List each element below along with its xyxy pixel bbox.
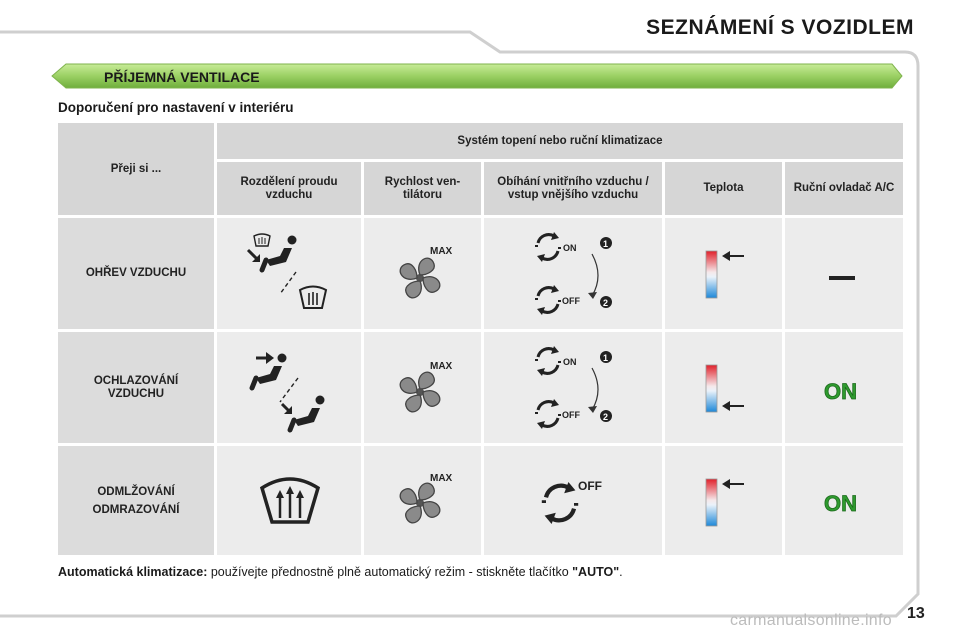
temperature-hot-icon xyxy=(706,251,744,298)
svg-text:1: 1 xyxy=(603,239,609,249)
group-header: Systém topení nebo ruční klimatizace xyxy=(217,123,903,159)
svg-text:2: 2 xyxy=(603,412,609,422)
recirculation-on-off-icon xyxy=(535,232,612,315)
ac-on-label: ON xyxy=(824,379,857,404)
fan-max-icon xyxy=(400,246,452,298)
svg-text:2: 2 xyxy=(603,298,609,308)
svg-text:MAX: MAX xyxy=(430,473,453,484)
column-header-fan-speed: Rychlost ven-tilátoru xyxy=(364,162,481,215)
ac-on-label: ON xyxy=(824,491,857,516)
airflow-face-icon xyxy=(252,352,325,430)
watermark: carmanualsonline.info xyxy=(730,612,892,629)
temperature-hot-icon xyxy=(706,479,744,526)
column-header-ac: Ruční ovladač A/C xyxy=(785,162,903,215)
fan-max-icon xyxy=(400,361,452,412)
row-label-heating: OHŘEV VZDUCHU xyxy=(58,218,214,329)
recirculation-on-off-icon xyxy=(535,346,612,429)
column-header-temperature: Teplota xyxy=(665,162,782,215)
temperature-cold-icon xyxy=(706,365,744,412)
column-header-recirculation: Obíhání vnitřního vzduchu / vstup vnějšího vzduchu xyxy=(484,162,662,215)
svg-text:MAX: MAX xyxy=(430,361,453,372)
row-label-cooling: OCHLAZOVÁNÍ VZDUCHU xyxy=(58,332,214,443)
page-number: 13 xyxy=(907,605,925,622)
page-title: SEZNÁMENÍ S VOZIDLEM xyxy=(646,16,914,39)
svg-text:MAX: MAX xyxy=(430,246,453,257)
recirculation-off-icon xyxy=(542,479,602,524)
svg-text:OFF: OFF xyxy=(578,479,602,493)
svg-text:OFF: OFF xyxy=(562,410,580,420)
row-label-demist: ODMLŽOVÁNÍ ODMRAZOVÁNÍ xyxy=(58,446,214,555)
subheading: Doporučení pro nastavení v interiéru xyxy=(58,100,294,115)
airflow-feet-icon xyxy=(248,234,326,308)
footer-note: Automatická klimatizace: používejte přednostně plně automatický režim - stiskněte tlačítko "AUTO". xyxy=(58,565,623,579)
fan-max-icon xyxy=(400,473,452,523)
column-header-airflow: Rozdělení proudu vzduchu xyxy=(217,162,361,215)
svg-text:ON: ON xyxy=(563,357,577,367)
svg-text:OFF: OFF xyxy=(562,296,580,306)
section-title: PŘÍJEMNÁ VENTILACE xyxy=(104,69,260,85)
windscreen-demist-icon xyxy=(262,479,318,522)
svg-text:ON: ON xyxy=(563,243,577,253)
corner-header: Přeji si ... xyxy=(58,123,214,215)
svg-text:1: 1 xyxy=(603,353,609,363)
ac-off-dash xyxy=(829,276,855,280)
